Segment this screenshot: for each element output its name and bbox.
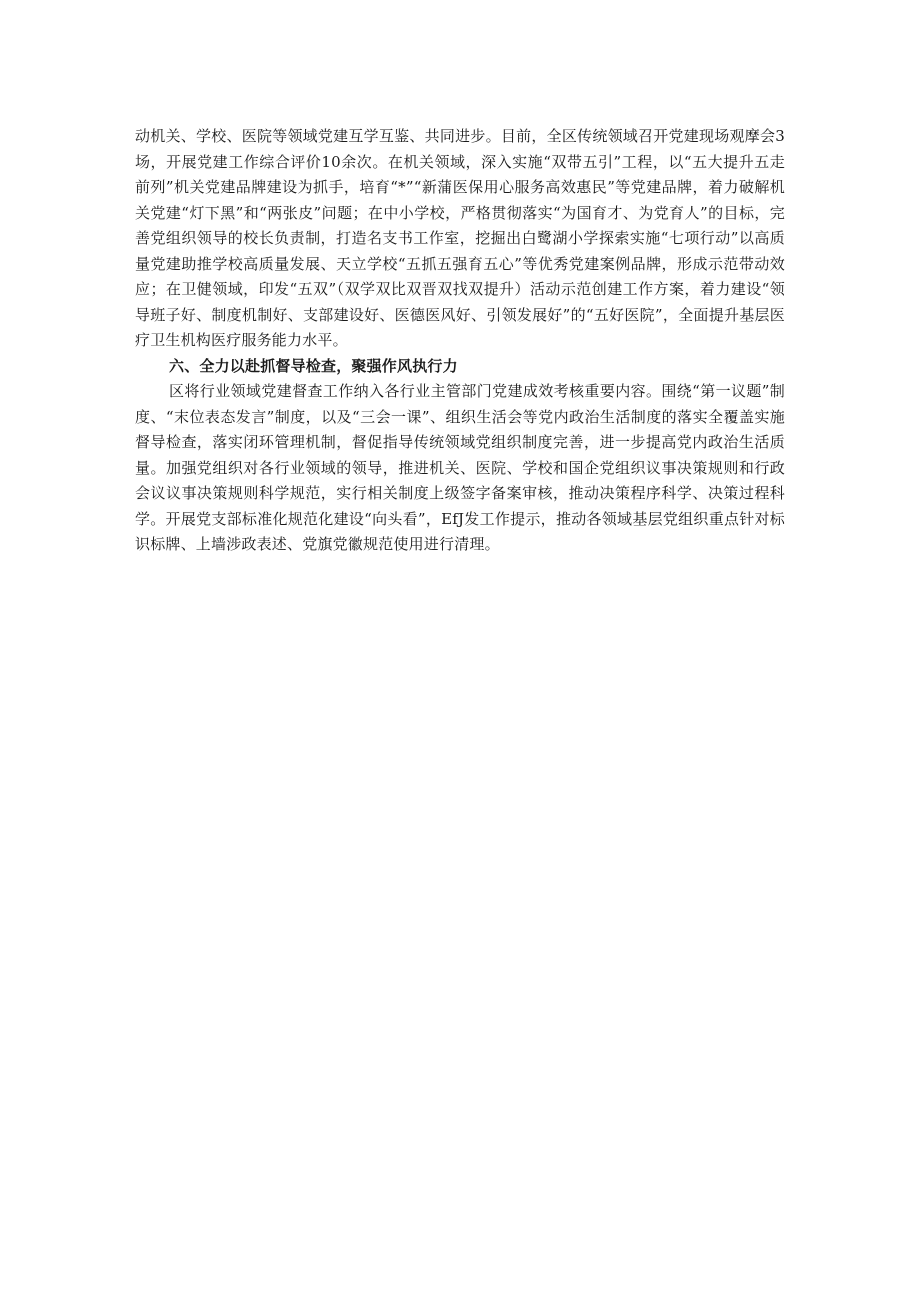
paragraph-continuation: 动机关、学校、医院等领域党建互学互鉴、共同进步。目前，全区传统领域召开党建现场观摩会3场，开展党建工作综合评价10余次。在机关领域，深入实施“双带五引”工程，以“五大提升五走前列”机关党建品牌建设为抓手，培育“*”“新蒲医保用心服务高效惠民”等党建品牌，着力破解机关党建“灯下黑”和“两张皮”问题；在中小学校，严格贯彻落实“为国育才、为党育人”的目标，完善党组织领导的校长负责制，打造名支书工作室，挖掘出白鹭湖小学探索实施“七项行动”以高质量党建助推学校高质量发展、天立学校“五抓五强育五心”等优秀党建案例品牌，形成示范带动效应；在卫健领域，印发“五双”（双学双比双晋双找双提升）活动示范创建工作方案，着力建设“领导班子好、制度机制好、支部建设好、医德医风好、引领发展好”的“五好医院”，全面提升基层医疗卫生机构医疗服务能力水平。 [135,127,785,349]
section-heading: 六、全力以赴抓督导检查，聚强作风执行力 [169,356,458,375]
paragraph-body: 区将行业领域党建督查工作纳入各行业主管部门党建成效考核重要内容。围绕“第一议题”制度、“末位表态发言”制度，以及“三会一课”、组织生活会等党内政治生活制度的落实全覆盖实施督导检查，落实闭环管理机制，督促指导传统领域党组织制度完善，进一步提高党内政治生活质量。加强党组织对各行业领域的领导，推进机关、医院、学校和国企党组织议事决策规则和行政会议议事决策规则科学规范，实行相关制度上级签字备案审核，推动决策程序科学、决策过程科学。开展党支部标准化规范化建设“向头看”，EfJ发工作提示，推动各领域基层党组织重点针对标识标牌、上墙涉政表述、党旗党徽规范使用进行清理。 [135,382,785,553]
document-page [135,124,785,558]
